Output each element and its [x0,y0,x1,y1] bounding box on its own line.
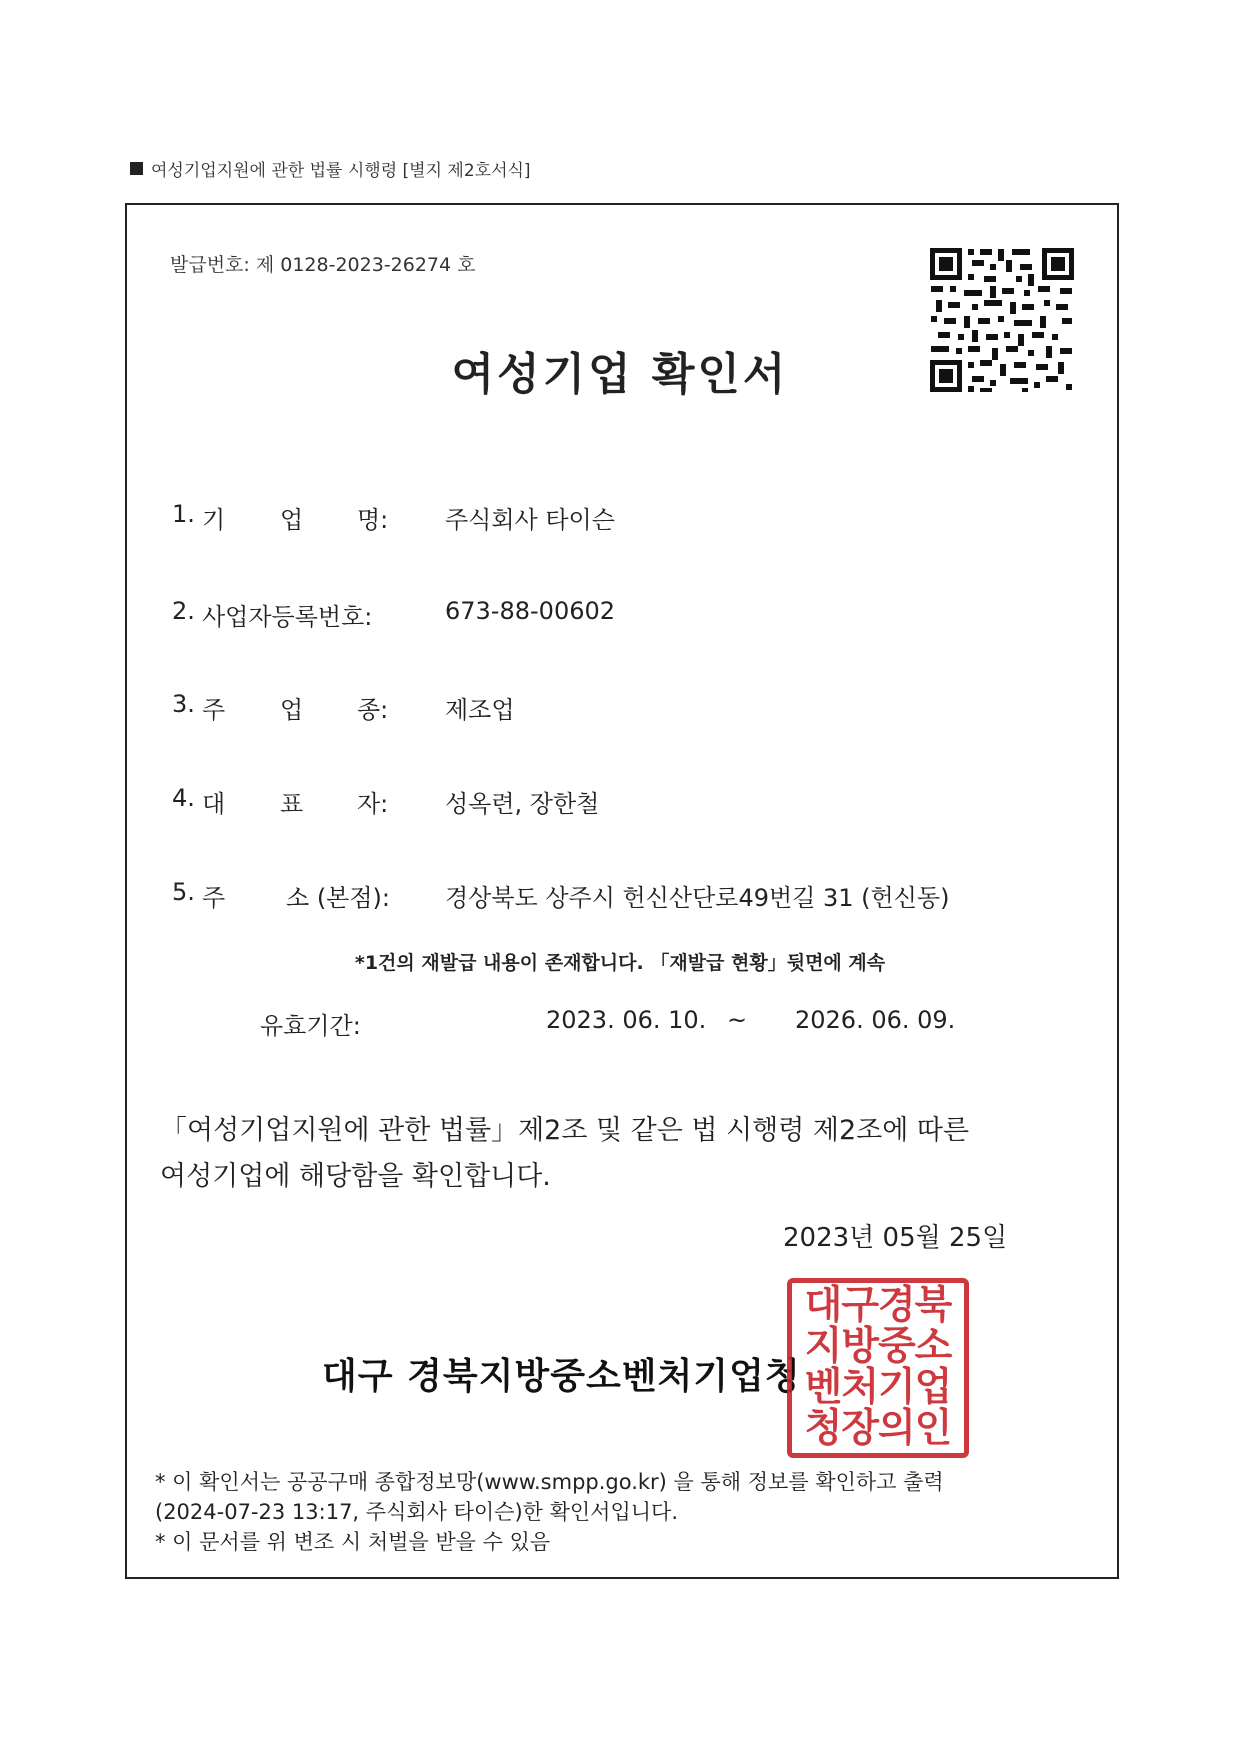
field-label-part: 소 (본점): [286,884,390,912]
certification-line: 「여성기업지원에 관한 법률」제2조 및 같은 법 시행령 제2조에 따른 [160,1115,970,1146]
field-value: 성옥련, 장한철 [445,790,600,818]
field-value: 673-88-00602 [445,597,616,625]
validity-end-date: 2026. 06. 09. [795,1006,956,1034]
footnote-line: * 이 확인서는 공공구매 종합정보망(www.smpp.go.kr) 을 통해 정보를 확인하고 출력 [155,1470,944,1494]
certification-line: 여성기업에 해당함을 확인합니다. [160,1161,551,1192]
seal-line: 청장의인 [804,1406,952,1451]
seal-line: 대구경북 [804,1283,952,1328]
field-label-part: 업 [280,506,304,534]
footnote-line: * 이 문서를 위 변조 시 처벌을 받을 수 있음 [155,1530,551,1554]
official-seal-stamp [787,1278,969,1458]
issue-date: 2023년 05월 25일 [783,1223,1008,1253]
field-label-part: 주 [202,884,226,912]
field-label-part: 표 [280,790,304,818]
document-title: 여성기업 확인서 [451,349,789,400]
field-label-part: 업 [280,696,304,724]
reissue-notice: *1건의 재발급 내용이 존재합니다. 「재발급 현황」뒷면에 계속 [354,952,886,974]
issuing-authority: 대구 경북지방중소벤처기업청 [322,1356,801,1397]
validity-separator: ~ [727,1006,748,1034]
field-number: 1. [172,500,195,528]
field-number: 5. [172,878,195,906]
validity-label: 유효기간: [260,1012,361,1040]
field-number: 4. [172,784,195,812]
field-label-part: 주 [202,696,226,724]
seal-line: 벤처기업 [804,1365,952,1410]
field-label-part: 기 [202,506,226,534]
field-label-part: 대 [202,790,226,818]
form-reference [130,156,531,181]
field-value: 제조업 [445,696,515,724]
field-number: 2. [172,597,195,625]
field-number: 3. [172,690,195,718]
field-value: 주식회사 타이슨 [445,506,615,534]
field-label-part: 종: [357,696,389,724]
certification-statement [160,1108,1060,1200]
footnote-line: (2024-07-23 13:17, 주식회사 타이슨)한 확인서입니다. [155,1500,679,1524]
seal-line: 지방중소 [804,1324,952,1369]
square-bullet-icon [130,162,143,175]
field-label-part: 명: [357,506,389,534]
field-value: 경상북도 상주시 헌신산단로49번길 31 (헌신동) [445,884,950,912]
form-reference-text: 여성기업지원에 관한 법률 시행령 [별지 제2호서식] [151,161,531,181]
issue-number: 발급번호: 제 0128-2023-26274 호 [170,254,476,276]
field-label-part: 자: [357,790,389,818]
field-label: 사업자등록번호: [202,603,373,631]
validity-start-date: 2023. 06. 10. [546,1006,707,1034]
